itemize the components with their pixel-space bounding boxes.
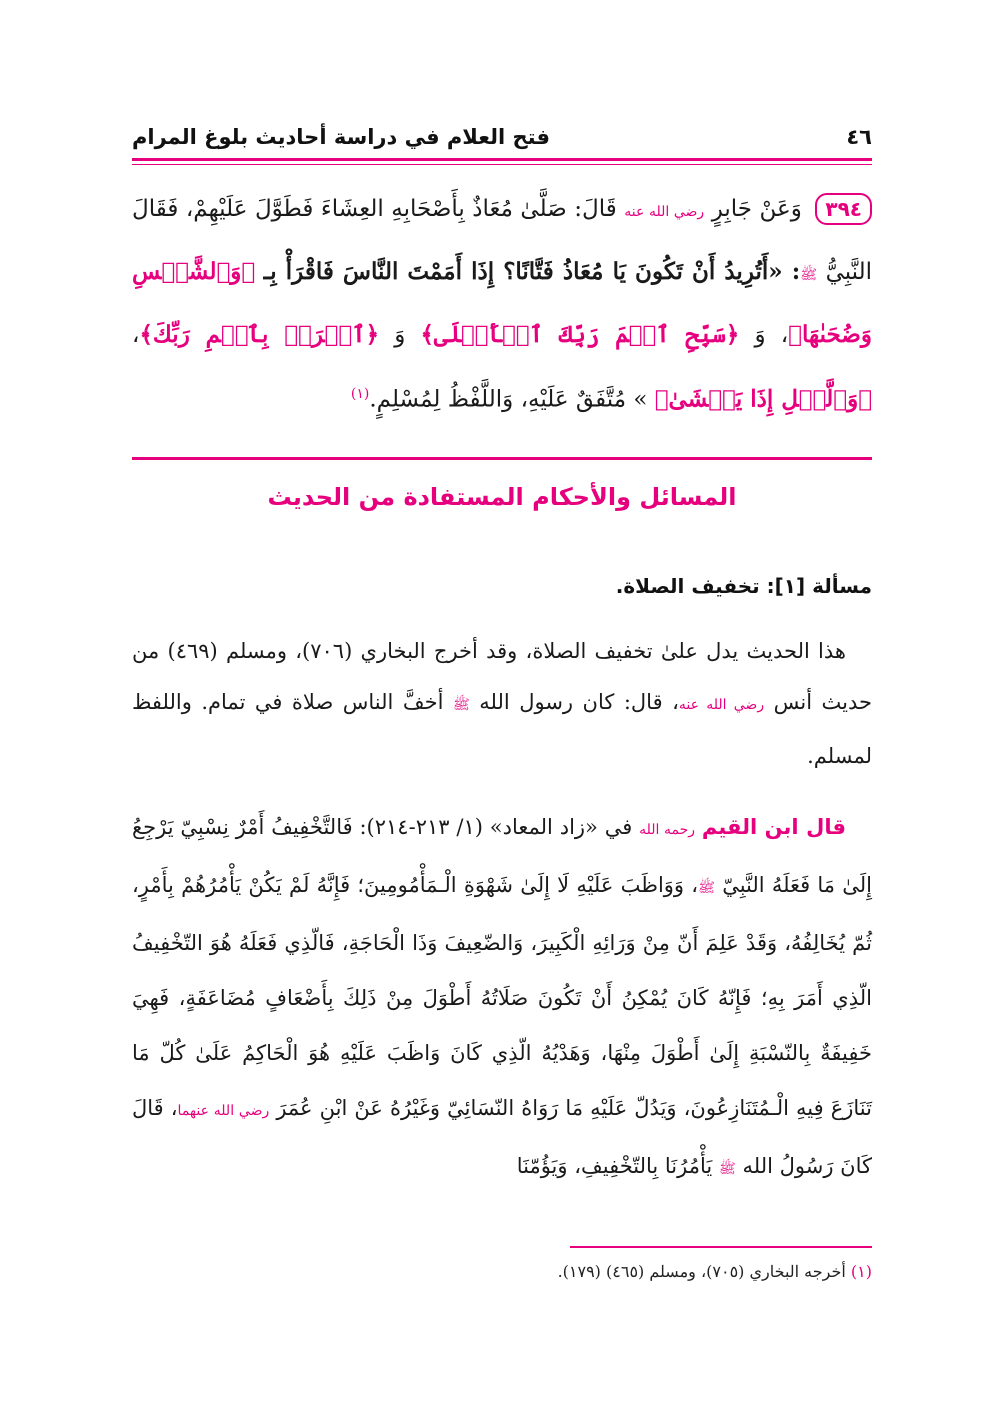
- paragraph-part: يَأْمُرُنَا بِالتّخْفِيفِ، وَيَؤُمّنَا: [516, 1154, 713, 1178]
- honorific: ﷺ: [452, 697, 470, 713]
- paragraph-part: هذا الحديث يدل علىٰ تخفيف الصلاة، وقد أخرج البخاري (٧٠٦)، ومسلم (٤٦٩) من حديث أنس: [132, 639, 872, 714]
- separator: ، وَ: [754, 322, 789, 348]
- paragraph-1: [132, 626, 872, 782]
- paragraph-part: في «زاد المعاد» (١/ ٢١٣-٢١٤): فَالتَّخْفِيفُ أَمْرٌ نِسْبِيّ يَرْجِعُ إِلَىٰ مَا فَعَلَهُ النَّبِيّ: [132, 815, 873, 897]
- issue-heading: [132, 574, 872, 598]
- hadith-quote: : «أَتُرِيدُ أَنْ تَكُونَ يَا مُعَاذُ فَتَّانًا؟ إِذَا أَمَمْتَ النَّاسَ فَاقْرَأْ بِـ: [263, 258, 801, 285]
- honorific: رضي الله عنه: [624, 204, 705, 220]
- footnote-marker[interactable]: (١): [350, 386, 370, 402]
- hadith-text: [132, 180, 872, 430]
- honorific: رضي الله عنهما: [177, 1103, 270, 1119]
- honorific: ﷺ: [698, 880, 715, 896]
- separator: ،: [132, 322, 140, 348]
- honorific: رحمه الله: [639, 822, 696, 838]
- footnote: [132, 1262, 872, 1281]
- book-title: فتح العلام في دراسة أحاديث بلوغ المرام: [132, 125, 550, 149]
- hadith-part: قَالَ: صَلَّىٰ مُعَاذٌ بِأَصْحَابِهِ العِشَاءَ فَطَوَّلَ عَلَيْهِمْ، فَقَالَ النَّبِيُّ: [132, 196, 873, 285]
- paragraph-part: ، قَالَ كَانَ رَسُولُ الله: [132, 1096, 872, 1178]
- separator: وَ: [394, 322, 406, 348]
- section-title: المسائل والأحكام المستفادة من الحديث: [267, 483, 737, 511]
- quran-sura: ﴿وَٱلشَّمۡسِ وَضُحَىٰهَا﴾: [132, 258, 873, 348]
- quran-sura: ﴿وَٱلَّيۡلِ إِذَا يَغۡشَىٰ﴾: [654, 385, 872, 413]
- quran-sura: ﴿ٱقۡرَأۡ بِٱسۡمِ رَبِّكَ﴾: [139, 321, 380, 348]
- hadith-number-badge: ٣٩٤: [815, 193, 872, 225]
- honorific: رضي الله عنه: [678, 697, 765, 713]
- footnote-text: أخرجه البخاري (٧٠٥)، ومسلم (٤٦٥) (١٧٩).: [557, 1262, 846, 1281]
- honorific: ﷺ: [800, 267, 818, 283]
- paragraph-part: ، وَوَاظَبَ عَلَيْهِ لَا إِلَىٰ شَهْوَةِ الْـمَأْمُومِينَ؛ فَإِنَّهُ لَمْ يَكُنْ يَأْمُرُهُمْ بِأَمْرٍ، ثُمّ يُخَالِفُهُ، وَقَدْ عَلِمَ أَنّ مِنْ وَرَائِهِ الْكَبِيرَ، وَالضّعِيفَ وَذَا الْحَاجَةِ، فَالّذِي فَعَلَهُ هُوَ التّخْفِيفُ الّذِي أَمَرَ بِهِ؛ فَإِنّهُ كَانَ يُمْكِنُ أَنْ تَكُونَ صَلَاتُهُ أَطْوَلَ مِنْ ذَلِكَ بِأَضْعَافٍ مُضَاعَفَةٍ، فَهِيَ خَفِيفَةٌ بِالنّسْبَةِ إِلَىٰ أَطْوَلَ مِنْهَا، وَهَدْيُهُ الّذِي كَانَ وَاظَبَ عَلَيْهِ هُوَ الْحَاكِمُ عَلَىٰ كُلّ مَا تَنَازَعَ فِيهِ الْـمُتَنَازِعُونَ، وَيَدُلّ عَلَيْهِ مَا رَوَاهُ النّسَائِيّ وَغَيْرُهُ عَنْ ابْنِ عُمَرَ: [132, 873, 872, 1120]
- honorific: ﷺ: [718, 1161, 736, 1177]
- paragraph-2: [132, 800, 872, 1197]
- hadith-part: وَعَنْ جَابِرٍ: [711, 196, 802, 222]
- page-number: ٤٦: [846, 125, 872, 149]
- issue-title: تخفيف الصلاة.: [615, 574, 760, 598]
- header-rule-thick: [132, 158, 872, 161]
- header-rule-thin: [132, 164, 872, 165]
- paragraph-part: أخفَّ الناس صلاة في تمام. واللفظ لمسلم.: [132, 690, 872, 768]
- footnote-number: (١): [850, 1262, 872, 1281]
- author-name: قال ابن القيم: [701, 815, 846, 839]
- quran-sura: ﴿سَبِّحِ ٱسۡمَ رَبِّكَ ٱلۡأَعۡلَى﴾: [420, 321, 740, 348]
- issue-label: مسألة [١]:: [766, 574, 872, 598]
- hadith-end: » مُتَّفَقٌ عَلَيْهِ، وَاللَّفْظُ لِمُسْلِمٍ.: [369, 386, 648, 413]
- section-divider: [132, 457, 872, 460]
- footnote-rule: [570, 1246, 872, 1248]
- paragraph-part: ، قال: كان رسول الله: [479, 690, 679, 714]
- running-header: [132, 118, 872, 156]
